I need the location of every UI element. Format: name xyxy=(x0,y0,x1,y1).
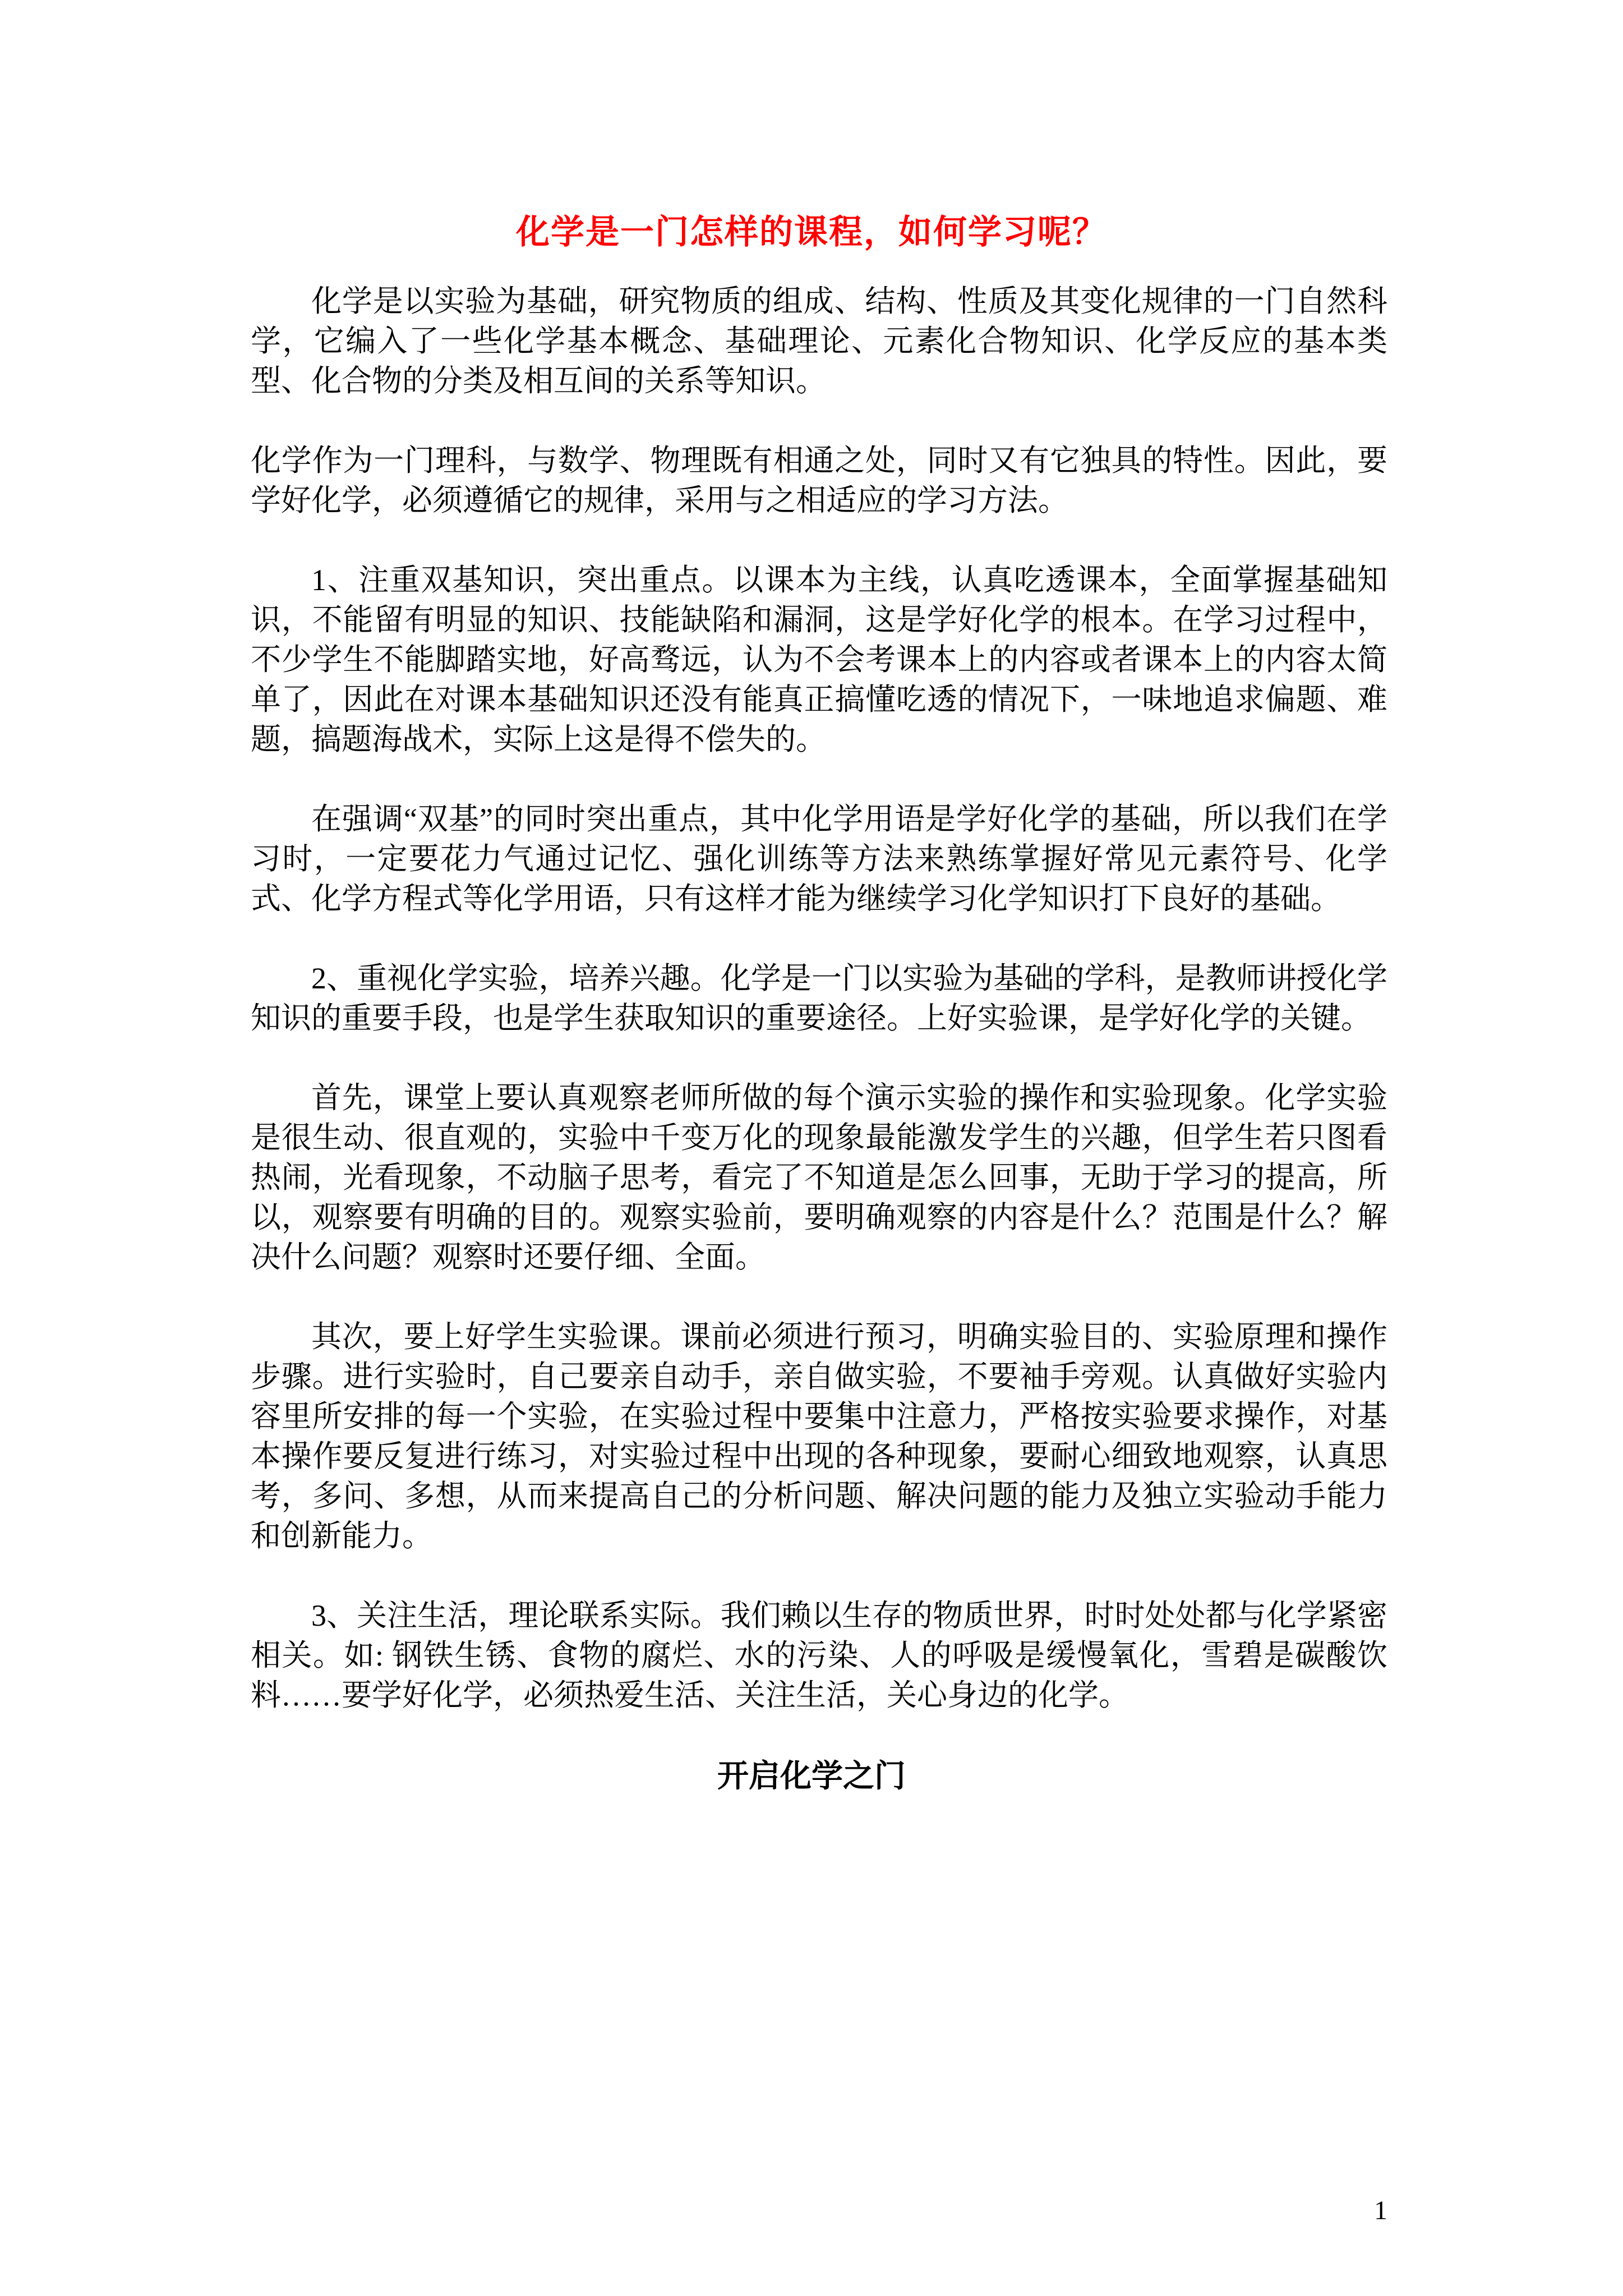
paragraph-point-2-second: 其次，要上好学生实验课。课前必须进行预习，明确实验目的、实验原理和操作步骤。进行实验时，自己要亲自动手，亲自做实验，不要袖手旁观。认真做好实验内容里所安排的每一个实验，在实验过程中要集中注意力，严格按实验要求操作，对基本操作要反复进行练习，对实验过程中出现的各种现象，要耐心细致地观察，认真思考，多问、多想，从而来提高自己的分析问题、解决问题的能力及独立实验动手能力和创新能力。 xyxy=(251,1320,1387,1553)
document-body xyxy=(0,282,1623,1715)
document-title: 化学是一门怎样的课程，如何学习呢？ xyxy=(516,214,1107,251)
page-number: 1 xyxy=(1374,2196,1387,2225)
paragraph-overview: 化学作为一门理科，与数学、物理既有相通之处，同时又有它独具的特性。因此，要学好化学，必须遵循它的规律，采用与之相适应的学习方法。 xyxy=(251,444,1387,517)
paragraph-point-3: 3、关注生活，理论联系实际。我们赖以生存的物质世界，时时处处都与化学紧密相关。如: 钢铁生锈、食物的腐烂、水的污染、人的呼吸是缓慢氧化，雪碧是碳酸饮料……要学好化学，必须热爱生活、关注生活，关心身边的化学。 xyxy=(251,1599,1387,1712)
paragraph-point-1-detail: 在强调“双基”的同时突出重点，其中化学用语是学好化学的基础，所以我们在学习时，一定要花力气通过记忆、强化训练等方法来熟练掌握好常见元素符号、化学式、化学方程式等化学用语，只有这样才能为继续学习化学知识打下良好的基础。 xyxy=(251,802,1387,915)
paragraph-point-2-first: 首先，课堂上要认真观察老师所做的每个演示实验的操作和实验现象。化学实验是很生动、很直观的，实验中千变万化的现象最能激发学生的兴趣，但学生若只图看热闹，光看现象，不动脑子思考，看完了不知道是怎么回事，无助于学习的提高，所以，观察要有明确的目的。观察实验前，要明确观察的内容是什么？范围是什么？解决什么问题？观察时还要仔细、全面。 xyxy=(251,1081,1387,1274)
paragraph-intro: 化学是以实验为基础，研究物质的组成、结构、性质及其变化规律的一门自然科学，它编入了一些化学基本概念、基础理论、元素化合物知识、化学反应的基本类型、化合物的分类及相互间的关系等知识。 xyxy=(251,284,1387,398)
section-heading: 开启化学之门 xyxy=(717,1759,906,1794)
paragraph-point-1: 1、注重双基知识，突出重点。以课本为主线，认真吃透课本，全面掌握基础知识，不能留有明显的知识、技能缺陷和漏洞，这是学好化学的根本。在学习过程中，不少学生不能脚踏实地，好高骛远，认为不会考课本上的内容或者课本上的内容太简单了，因此在对课本基础知识还没有能真正搞懂吃透的情况下，一味地追求偏题、难题，搞题海战术，实际上这是得不偿失的。 xyxy=(251,563,1387,756)
paragraph-point-2: 2、重视化学实验，培养兴趣。化学是一门以实验为基础的学科，是教师讲授化学知识的重要手段，也是学生获取知识的重要途径。上好实验课，是学好化学的关键。 xyxy=(251,961,1387,1035)
